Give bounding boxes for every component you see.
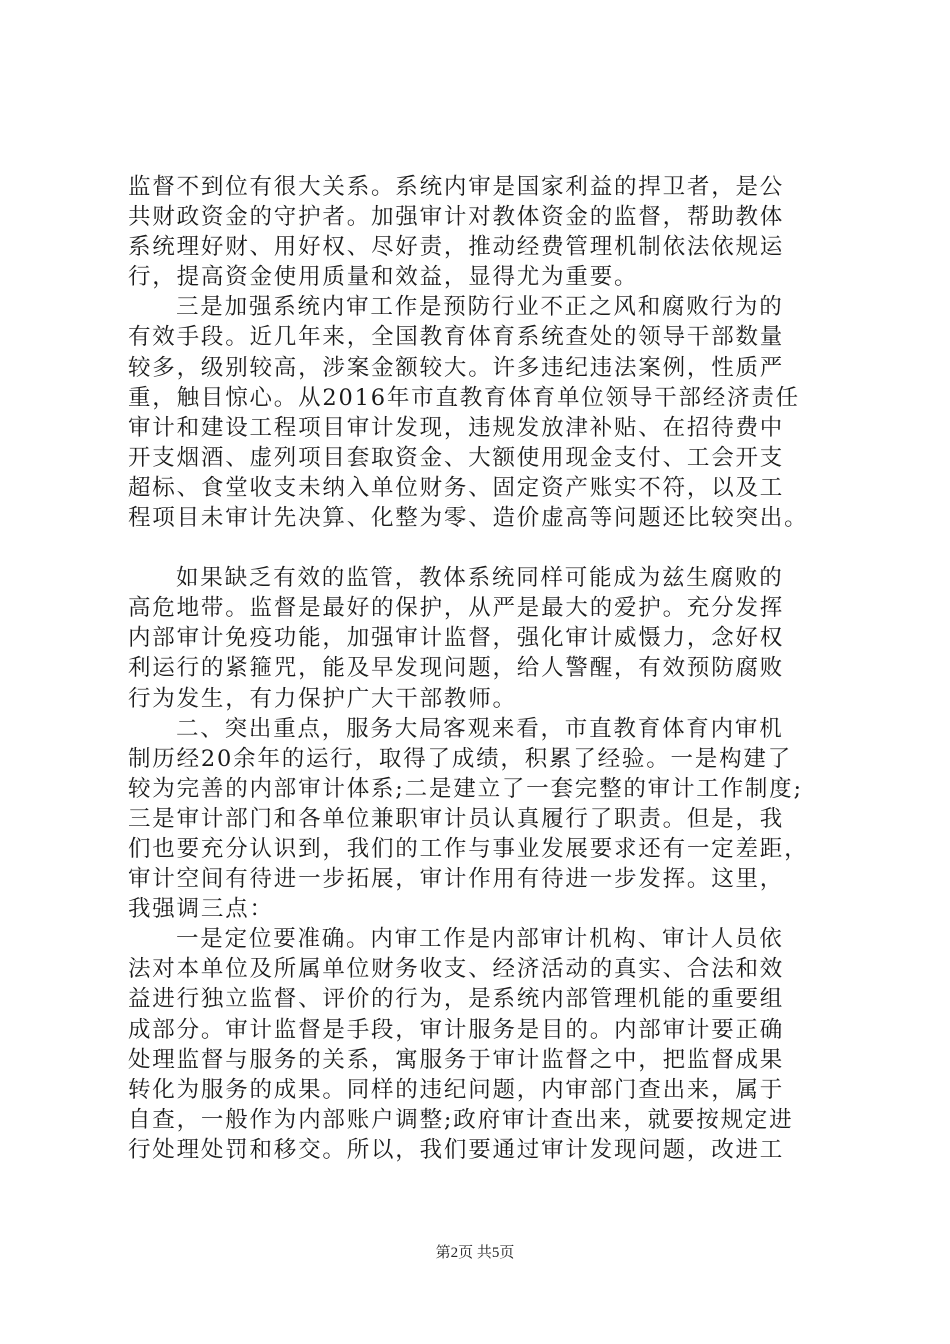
text-line: 程项目未审计先决算、化整为零、造价虚高等问题还比较突出。 [128,505,809,532]
text-line: 开支烟酒、虚列项目套取资金、大额使用现金支付、工会开支 [128,444,785,471]
text-line: 审计空间有待进一步拓展，审计作用有待进一步发挥。这里， [128,866,785,893]
text-line: 成部分。审计监督是手段，审计服务是目的。内部审计要正确 [128,1016,785,1043]
paragraph-start-line: 如果缺乏有效的监管，教体系统同样可能成为兹生腐败的 [176,565,784,592]
text-line: 系统理好财、用好权、尽好责，推动经费管理机制依法依规运 [128,234,785,261]
text-line: 益进行独立监督、评价的行为，是系统内部管理机能的重要组 [128,986,785,1013]
paragraph-start-line: 三是加强系统内审工作是预防行业不正之风和腐败行为的 [176,294,784,321]
text-line: 审计和建设工程项目审计发现，违规发放津补贴、在招待费中 [128,414,785,441]
text-line: 转化为服务的成果。同样的违纪问题，内审部门查出来，属于 [128,1076,785,1103]
text-line: 监督不到位有很大关系。系统内审是国家利益的捍卫者，是公 [128,174,785,200]
text-line: 高危地带。监督是最好的保护，从严是最大的爱护。充分发挥 [128,595,785,622]
text-line: 三是审计部门和各单位兼职审计员认真履行了职责。但是，我 [128,805,785,832]
text-line: 法对本单位及所属单位财务收支、经济活动的真实、合法和效 [128,956,785,983]
paragraph-start-line: 二、突出重点，服务大局客观来看，市直教育体育内审机 [176,715,784,742]
page-number-footer: 第2页 共5页 [435,1245,515,1261]
paragraph-start-line: 一是定位要准确。内审工作是内部审计机构、审计人员依 [176,926,784,953]
text-line: 制历经20余年的运行，取得了成绩，积累了经验。一是构建了 [128,745,793,772]
text-line: 自查，一般作为内部账户调整;政府审计查出来，就要按规定进 [128,1106,794,1133]
text-line: 行，提高资金使用质量和效益，显得尤为重要。 [128,264,639,291]
text-line: 行为发生，有力保护广大干部教师。 [128,685,517,712]
document-body [128,172,852,1165]
text-line: 利运行的紧箍咒，能及早发现问题，给人警醒，有效预防腐败 [128,655,785,682]
text-line: 超标、食堂收支未纳入单位财务、固定资产账实不符，以及工 [128,474,785,501]
text-line: 重，触目惊心。从2016年市直教育体育单位领导干部经济责任 [128,384,800,411]
text-line: 行处理处罚和移交。所以，我们要通过审计发现问题，改进工 [128,1136,785,1163]
text-line: 共财政资金的守护者。加强审计对教体资金的监督，帮助教体 [128,204,785,231]
text-line: 有效手段。近几年来，全国教育体育系统查处的领导干部数量 [128,324,785,351]
text-line: 较为完善的内部审计体系;二是建立了一套完整的审计工作制度; [128,775,803,802]
text-line: 我强调三点： [128,896,274,923]
text-line: 内部审计免疫功能，加强审计监督，强化审计威慑力，念好权 [128,625,785,652]
text-line: 处理监督与服务的关系，寓服务于审计监督之中，把监督成果 [128,1046,785,1073]
text-line: 们也要充分认识到，我们的工作与事业发展要求还有一定差距， [128,835,809,862]
text-line: 较多，级别较高，涉案金额较大。许多违纪违法案例，性质严 [128,354,785,381]
